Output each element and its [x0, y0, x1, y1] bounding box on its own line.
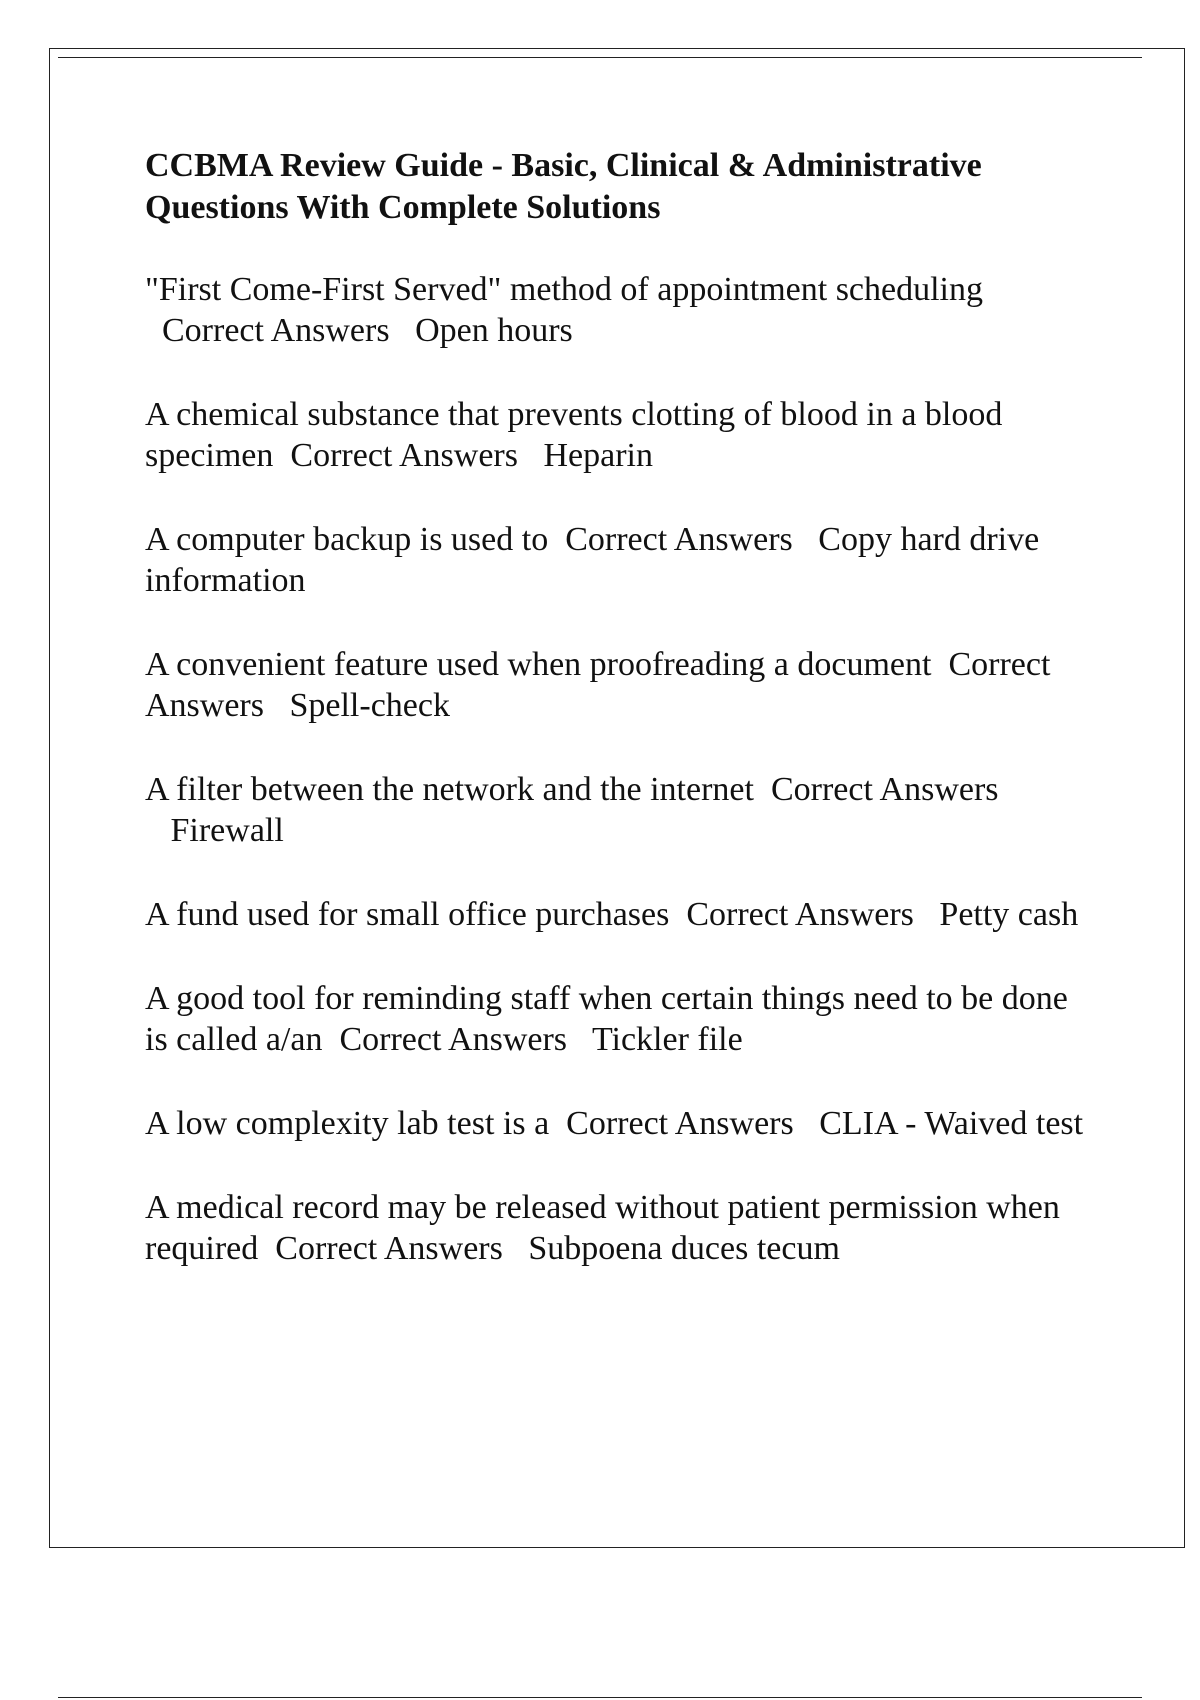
answer-marker: Correct Answers	[145, 646, 1051, 724]
qa-item	[145, 644, 1085, 726]
question-text: A convenient feature used when proofreading a document	[145, 646, 932, 683]
question-text: A fund used for small office purchases	[145, 896, 670, 933]
question-text: A low complexity lab test is a	[145, 1105, 550, 1142]
answer-text: Spell-check	[289, 687, 450, 724]
bottom-rule	[58, 1697, 1142, 1698]
answer-text: Open hours	[415, 312, 573, 349]
question-text: A medical record may be released without patient permission when required	[145, 1189, 1060, 1267]
answer-marker: Correct Answers	[275, 1230, 503, 1267]
answer-text: Copy hard drive information	[145, 521, 1040, 599]
question-text: A chemical substance that prevents clotting of blood in a blood specimen	[145, 396, 1003, 474]
document-title: CCBMA Review Guide - Basic, Clinical & Administrative Questions With Complete Solutions	[145, 147, 982, 226]
qa-item	[145, 519, 1085, 601]
qa-item	[145, 1103, 1085, 1144]
qa-item	[145, 978, 1085, 1060]
top-rule	[58, 57, 1142, 58]
answer-marker: Correct Answers	[162, 312, 390, 349]
answer-marker: Correct Answers	[565, 521, 793, 558]
answer-text: Heparin	[543, 437, 653, 474]
qa-list	[145, 269, 1085, 1269]
answer-text: Subpoena duces tecum	[528, 1230, 840, 1267]
answer-text: Firewall	[170, 812, 284, 849]
document-content	[145, 145, 1085, 1312]
question-text: A filter between the network and the internet	[145, 771, 754, 808]
qa-item	[145, 769, 1085, 851]
qa-item	[145, 894, 1085, 935]
question-text: A good tool for reminding staff when certain things need to be done is called a/an	[145, 980, 1068, 1058]
answer-marker: Correct Answers	[566, 1105, 794, 1142]
answer-text: CLIA - Waived test	[819, 1105, 1084, 1142]
question-text: "First Come-First Served" method of appointment scheduling	[145, 271, 983, 308]
answer-marker: Correct Answers	[290, 437, 518, 474]
answer-text: Petty cash	[939, 896, 1079, 933]
qa-item	[145, 394, 1085, 476]
answer-marker: Correct Answers	[770, 771, 999, 808]
qa-item	[145, 269, 1085, 351]
qa-item	[145, 1187, 1085, 1269]
answer-text: Tickler file	[591, 1021, 743, 1058]
answer-marker: Correct Answers	[686, 896, 914, 933]
answer-marker: Correct Answers	[339, 1021, 568, 1058]
question-text: A computer backup is used to	[145, 521, 549, 558]
